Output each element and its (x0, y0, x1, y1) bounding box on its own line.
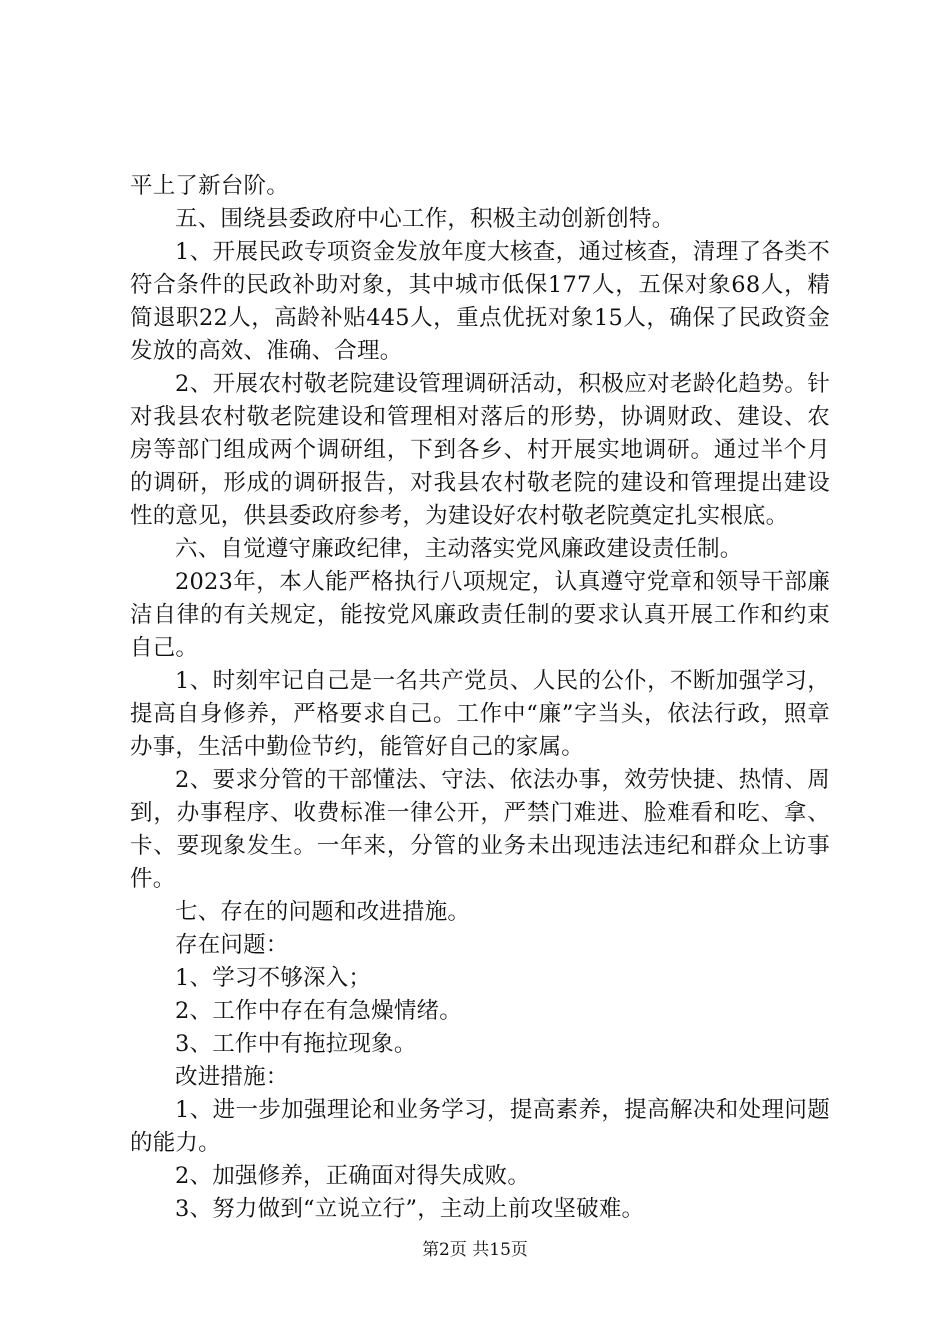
problem-item-2: 2、工作中存在有急燥情绪。 (175, 998, 462, 1024)
paragraph-6-1: 1、时刻牢记自己是一名共产党员、人民的公仆，不断加强学习，提高自身修养，严格要求自己。工作中“廉”字当头，依法行政，照章办事，生活中勤俭节约，能管好自己的家属。 (130, 668, 830, 760)
problem-item-1: 1、学习不够深入； (175, 965, 372, 991)
section-heading-6: 六、自觉遵守廉政纪律，主动落实党风廉政建设责任制。 (175, 536, 743, 562)
paragraph-6-2: 2、要求分管的干部懂法、守法、依法办事，效劳快捷、热情、周到，办事程序、收费标准一律公开，严禁门难进、脸难看和吃、拿、卡、要现象发生。一年来，分管的业务未出现违法违纪和群众上访事件。 (130, 767, 830, 892)
section-heading-5: 五、围绕县委政府中心工作，积极主动创新创特。 (175, 206, 675, 232)
measure-item-1: 1、进一步加强理论和业务学习，提高素养，提高解决和处理问题的能力。 (130, 1097, 830, 1156)
problems-heading: 存在问题： (175, 932, 289, 958)
page-number-footer: 第2页 共15页 (422, 1240, 528, 1260)
measures-heading: 改进措施： (175, 1064, 289, 1090)
section-heading-7: 七、存在的问题和改进措施。 (175, 899, 471, 925)
problem-item-3: 3、工作中有拖拉现象。 (175, 1031, 417, 1057)
document-body (130, 170, 830, 1226)
paragraph-5-1: 1、开展民政专项资金发放年度大核查，通过核查，清理了各类不符合条件的民政补助对象，其中城市低保177人，五保对象68人，精简退职22人，高龄补贴445人，重点优抚对象15人，确保了民政资金发放的高效、准确、合理。 (130, 239, 830, 364)
measure-item-3: 3、努力做到“立说立行”，主动上前攻坚破难。 (175, 1196, 645, 1222)
paragraph-continuation: 平上了新台阶。 (130, 173, 289, 199)
paragraph-5-2: 2、开展农村敬老院建设管理调研活动，积极应对老龄化趋势。针对我县农村敬老院建设和管理相对落后的形势，协调财政、建设、农房等部门组成两个调研组，下到各乡、村开展实地调研。通过半个月的调研，形成的调研报告，对我县农村敬老院的建设和管理提出建设性的意见，供县委政府参考，为建设好农村敬老院奠定扎实根底。 (130, 371, 830, 529)
measure-item-2: 2、加强修养，正确面对得失成败。 (175, 1163, 531, 1189)
paragraph-6-intro: 2023年，本人能严格执行八项规定，认真遵守党章和领导干部廉洁自律的有关规定，能按党风廉政责任制的要求认真开展工作和约束自己。 (130, 569, 830, 661)
